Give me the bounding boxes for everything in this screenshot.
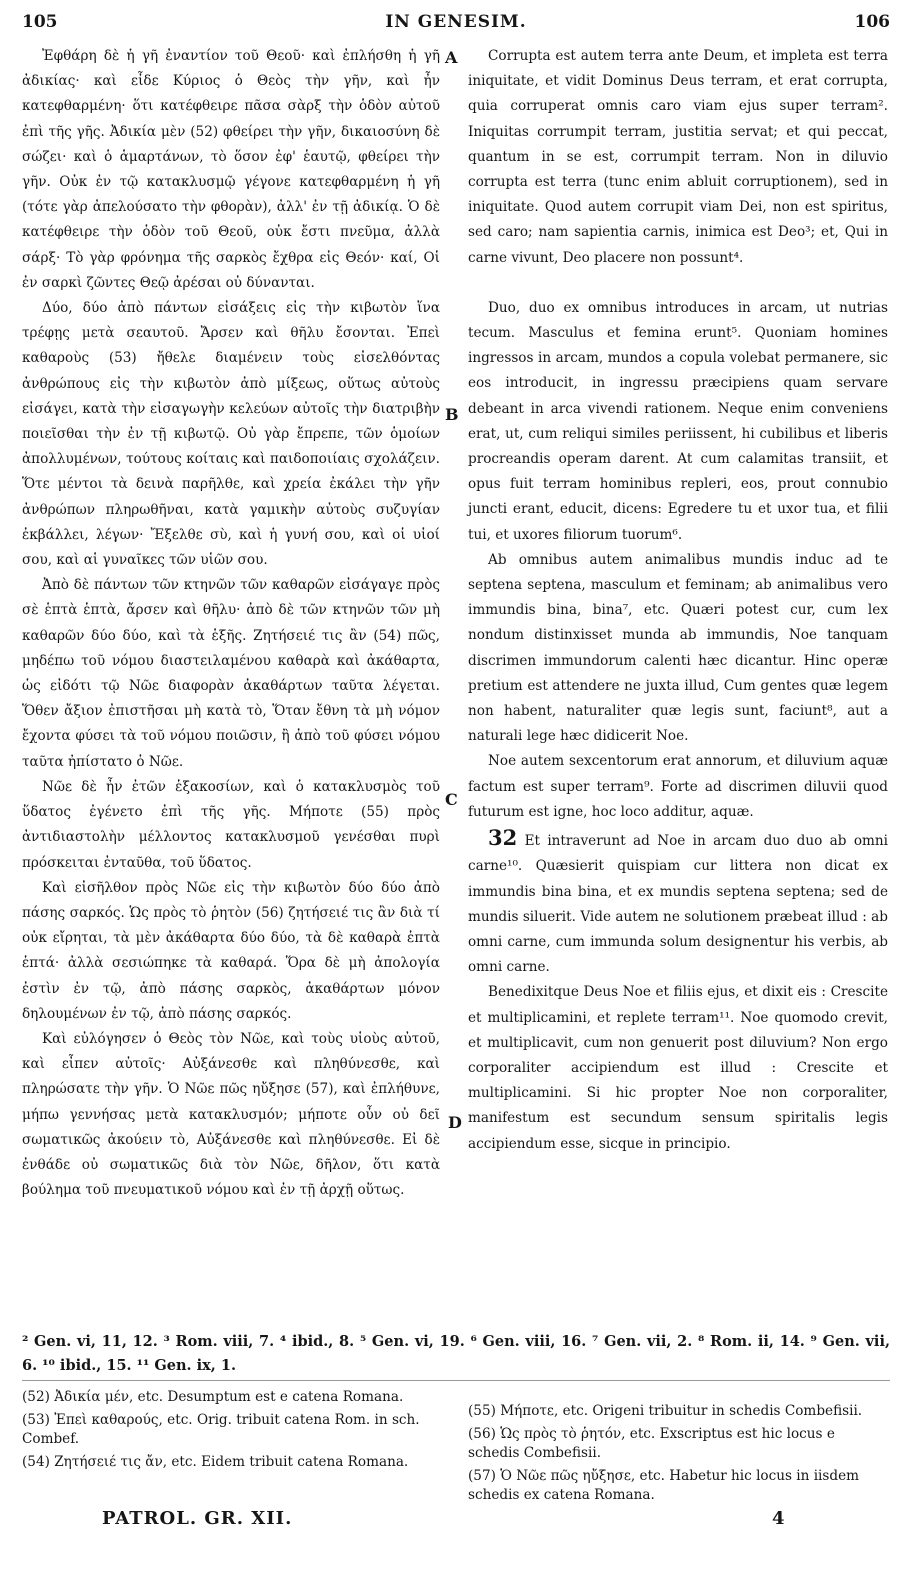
margin-letter-c: C [445,790,458,809]
margin-letter-d: D [448,1113,462,1132]
signature-mark: PATROL. GR. XII. [102,1508,293,1529]
footnote-56: (56) Ὡς πρὸς τὸ ῥητόν, etc. Exscriptus est hic locus e schedis Combefisii. [468,1426,835,1461]
latin-paragraph-2: Duo, duo ex omnibus introduces in arcam, ut nutrias tecum. Masculus et femina erunt⁵. Quoniam homines ingressos in arcam, mundos a copula volebat permanere, sic eos introducit, in ingressu præcipiens quam servare debeant in arca vivendi rationem. Neque enim conveniens erat, ut, cum reliqui similes periissent, hi cubilibus et liberis procreandis operam darent. At cum calamitas transiit, et opus fuit terram hominibus repleri, eos, prout connubio juncti erant, educit, dicens: Egredere tu et uxor tua, et filii tui, et uxores filiorum tuorum⁶. [468,299,888,543]
footnote-55: (55) Μήποτε, etc. Origeni tribuitur in schedis Combefisii. [468,1403,863,1419]
footnote-57: (57) Ὁ Νῶε πῶς ηὔξησε, etc. Habetur hic locus in iisdem schedis ex catena Romana. [468,1468,859,1503]
footnotes-left [22,1388,442,1476]
latin-paragraph-1: Corrupta est autem terra ante Deum, et impleta est terra iniquitate, et vidit Dominus Deus terram, et erat corrupta, quia corruperat omnis caro viam ejus super terram². Iniquitas corrumpit terram, justitia servat; et qui peccat, quantum in se est, corrumpit terram. Non in diluvio corrupta est terra (tunc enim abluit corruptionem), sed in iniquitate. Quod autem corrupit viam Dei, non est spiritus, sed caro; nam sapientia carnis, inimica est Deo³; et, Qui in carne vivunt, Deo placere non possunt⁴. [468,48,888,266]
footnote-52: (52) Ἀδικία μέν, etc. Desumptum est e catena Romana. [22,1389,404,1405]
latin-paragraph-4: Noe autem sexcentorum erat annorum, et diluvium aquæ factum est super terram⁹. Forte ad discrimen diluvii quod futurum est igne, hoc loco additur, aquæ. [468,753,888,820]
margin-letter-b: B [445,405,459,424]
footnote-divider [22,1380,890,1381]
greek-column [22,44,440,1203]
left-page-number: 105 [22,12,58,32]
running-title: IN GENESIM. [385,12,527,32]
footnote-54: (54) Ζητήσειέ τις ἄν, etc. Eidem tribuit catena Romana. [22,1454,409,1470]
margin-letter-a: A [445,48,458,67]
right-page-number: 106 [854,12,890,32]
latin-paragraph-5-text: Et intraverunt ad Noe in arcam duo duo ab omni carne¹⁰. Quæsierit quispiam cur littera non dicat ex immundis bina bina, et ex mundis septena septena; sed de mundis siluerit. Vide autem ne solutionem præbeat illud : ab omni carne, cum immunda solum designentur his verbis, ab omni carne. [468,833,888,976]
greek-paragraph-4: Νῶε δὲ ἦν ἐτῶν ἑξακοσίων, καὶ ὁ κατακλυσμὸς τοῦ ὕδατος ἐγένετο ἐπὶ τῆς γῆς. Μήποτε (55) πρὸς ἀντιδιαστολὴν μέλλοντος κατακλυσμοῦ γενέσθαι πυρὶ πρόσκειται ἐνταῦθα, τοῦ ὕδατος. [22,778,440,871]
gathering-number: 4 [772,1508,785,1529]
greek-paragraph-5: Καὶ εἰσῆλθον πρὸς Νῶε εἰς τὴν κιβωτὸν δύο δύο ἀπὸ πάσης σαρκός. Ὡς πρὸς τὸ ῥητὸν (56) ζητήσειέ τις ἂν διὰ τί οὐκ εἴρηται, τὰ μὲν ἀκάθαρτα δύο δύο, τὰ δὲ καθαρὰ ἑπτὰ ἑπτά· ἀλλὰ σεσιώπηκε τὰ καθαρά. Ὅρα δὲ μὴ ἀπολογία ἐστὶν ἐν τῷ, ἀπὸ πάσης σαρκὸς, ἀκαθάρτων μόνον δηλουμένων ἐν τῷ, ἀπὸ πάσης σαρκός. [22,879,440,1022]
latin-paragraph-3: Ab omnibus autem animalibus mundis induc ad te septena septena, masculum et feminam; ab animalibus vero immundis bina, bina⁷, etc. Quæri potest cur, cum lex nondum distinxisset munda ab immundis, Noe tanquam discrimen immundorum calenti hæc dicantur. Hinc operæ pretium est attendere ne juxta illud, Cum gentes quæ legem non habent, naturaliter quæ legis sunt, faciunt⁸, aut a naturali lege hæc didicerit Noe. [468,551,888,745]
greek-paragraph-2: Δύο, δύο ἀπὸ πάντων εἰσάξεις εἰς τὴν κιβωτὸν ἵνα τρέφῃς μετὰ σεαυτοῦ. Ἄρσεν καὶ θῆλυ ἔσονται. Ἐπεὶ καθαροὺς (53) ἤθελε διαμένειν τοὺς εἰσελθόντας ἀνθρώπους εἰς τὴν κιβωτὸν ἀπὸ μίξεως, οὕτως αὐτοὺς εἰσάγει, κατὰ τὴν εἰσαγωγὴν κελεύων αὐτοῖς τὴν διατριβὴν ποιεῖσθαι τὴν ἐν τῇ κιβωτῷ. Οὐ γὰρ ἔπρεπε, τῶν ὁμοίων ἀπολλυμένων, τούτους κοίταις καὶ παιδοποιίαις σχολάζειν. Ὅτε μέντοι τὰ δεινὰ παρῆλθε, καὶ χρεία ἐκάλει τὴν γῆν ἀνθρώπων πληρωθῆναι, κατὰ γαμικὴν αὐτοὺς συζυγίαν ἐκβάλλει, λέγων· Ἔξελθε σὺ, καὶ ἡ γυνή σου, καὶ οἱ υἱοί σου, καὶ αἱ γυναῖκες τῶν υἱῶν σου. [22,300,440,569]
footnotes-right [468,1402,888,1509]
latin-paragraph-6: Benedixitque Deus Noe et filiis ejus, et dixit eis : Crescite et multiplicamini, et replete terram¹¹. Noe quomodo crevit, et multiplicavit, cum non genuerit post diluvium? Non ergo corporaliter accipiendum est illud : Crescite et multiplicamini. Si hic propter Noe non corporaliter, manifestum est secundum sensum spiritalis legis accipiendum esse, sicque in principio. [468,984,888,1152]
footnote-53: (53) Ἐπεὶ καθαρούς, etc. Orig. tribuit catena Rom. in sch. Combef. [22,1412,420,1447]
scripture-references [22,1330,890,1378]
latin-paragraph-5 [468,825,888,980]
running-header [22,12,890,34]
greek-paragraph-6: Καὶ εὐλόγησεν ὁ Θεὸς τὸν Νῶε, καὶ τοὺς υἱοὺς αὐτοῦ, καὶ εἶπεν αὐτοῖς· Αὐξάνεσθε καὶ πληθύνεσθε, καὶ πληρώσατε τὴν γῆν. Ὁ Νῶε πῶς ηὔξησε (57), καὶ ἐπλήθυνε, μήπω γεννήσας μετὰ κατακλυσμόν; μήποτε οὖν οὐ δεῖ σωματικῶς ἀκούειν τὸ, Αὐξάνεσθε καὶ πληθύνεσθε. Εἰ δὲ ἐνθάδε οὐ σωματικῶς διὰ τὸν Νῶε, δῆλον, ὅτι κατὰ βούλημα τοῦ πνευματικοῦ νόμου καὶ ἐν τῇ ἀρχῇ οὕτως. [22,1030,440,1199]
greek-paragraph-1: Ἐφθάρη δὲ ἡ γῆ ἐναντίον τοῦ Θεοῦ· καὶ ἐπλήσθη ἡ γῆ ἀδικίας· καὶ εἶδε Κύριος ὁ Θεὸς τὴν γῆν, καὶ ἦν κατεφθαρμένη· ὅτι κατέφθειρε πᾶσα σὰρξ τὴν ὁδὸν αὐτοῦ ἐπὶ τῆς γῆς. Ἀδικία μὲν (52) φθείρει τὴν γῆν, δικαιοσύνη δὲ σώζει· καὶ ὁ ἁμαρτάνων, τὸ ὅσον ἐφ' ἑαυτῷ, φθείρει τὴν γῆν. Οὐκ ἐν τῷ κατακλυσμῷ γέγονε κατεφθαρμένη ἡ γῆ (τότε γὰρ ἀπελούσατο τὴν φθορὰν), ἀλλ' ἐν τῇ ἀδικίᾳ. Ὁ δὲ κατέφθειρε τὴν ὁδὸν τοῦ Θεοῦ, οὐκ ἔστι πνεῦμα, ἀλλὰ σάρξ· Τὸ γὰρ φρόνημα τῆς σαρκὸς ἔχθρα εἰς Θεόν· καί, Οἱ ἐν σαρκὶ ζῶντες Θεῷ ἀρέσαι οὐ δύνανται. [22,48,440,291]
section-number: 32 [488,825,518,851]
page-footer [22,1508,890,1532]
latin-column [468,44,888,1157]
greek-paragraph-3: Ἀπὸ δὲ πάντων τῶν κτηνῶν τῶν καθαρῶν εἰσάγαγε πρὸς σὲ ἑπτὰ ἑπτὰ, ἄρσεν καὶ θῆλυ· ἀπὸ δὲ τῶν κτηνῶν τῶν μὴ καθαρῶν δύο δύο, καὶ τὰ ἑξῆς. Ζητήσειέ τις ἂν (54) πῶς, μηδέπω τοῦ νόμου διαστειλαμένου καθαρὰ καὶ ἀκάθαρτα, ὡς εἰδότι τῷ Νῶε διαφορὰν ἀκαθάρτων ταῦτα λέγεται. Ὅθεν ἄξιον ἐπιστῆσαι μὴ κατὰ τὸ, Ὅταν ἔθνη τὰ μὴ νόμον ἔχοντα φύσει τὰ τοῦ νόμου ποιῶσιν, ἢ ἀπὸ τοῦ φύσει νόμου ταῦτα ἠπίστατο ὁ Νῶε. [22,577,440,770]
references-text: ² Gen. vi, 11, 12. ³ Rom. viii, 7. ⁴ ibid., 8. ⁵ Gen. vi, 19. ⁶ Gen. viii, 16. ⁷ Gen. vii, 2. ⁸ Rom. ii, 14. ⁹ Gen. vii, 6. ¹⁰ ibid., 15. ¹¹ Gen. ix, 1. [22,1333,890,1374]
